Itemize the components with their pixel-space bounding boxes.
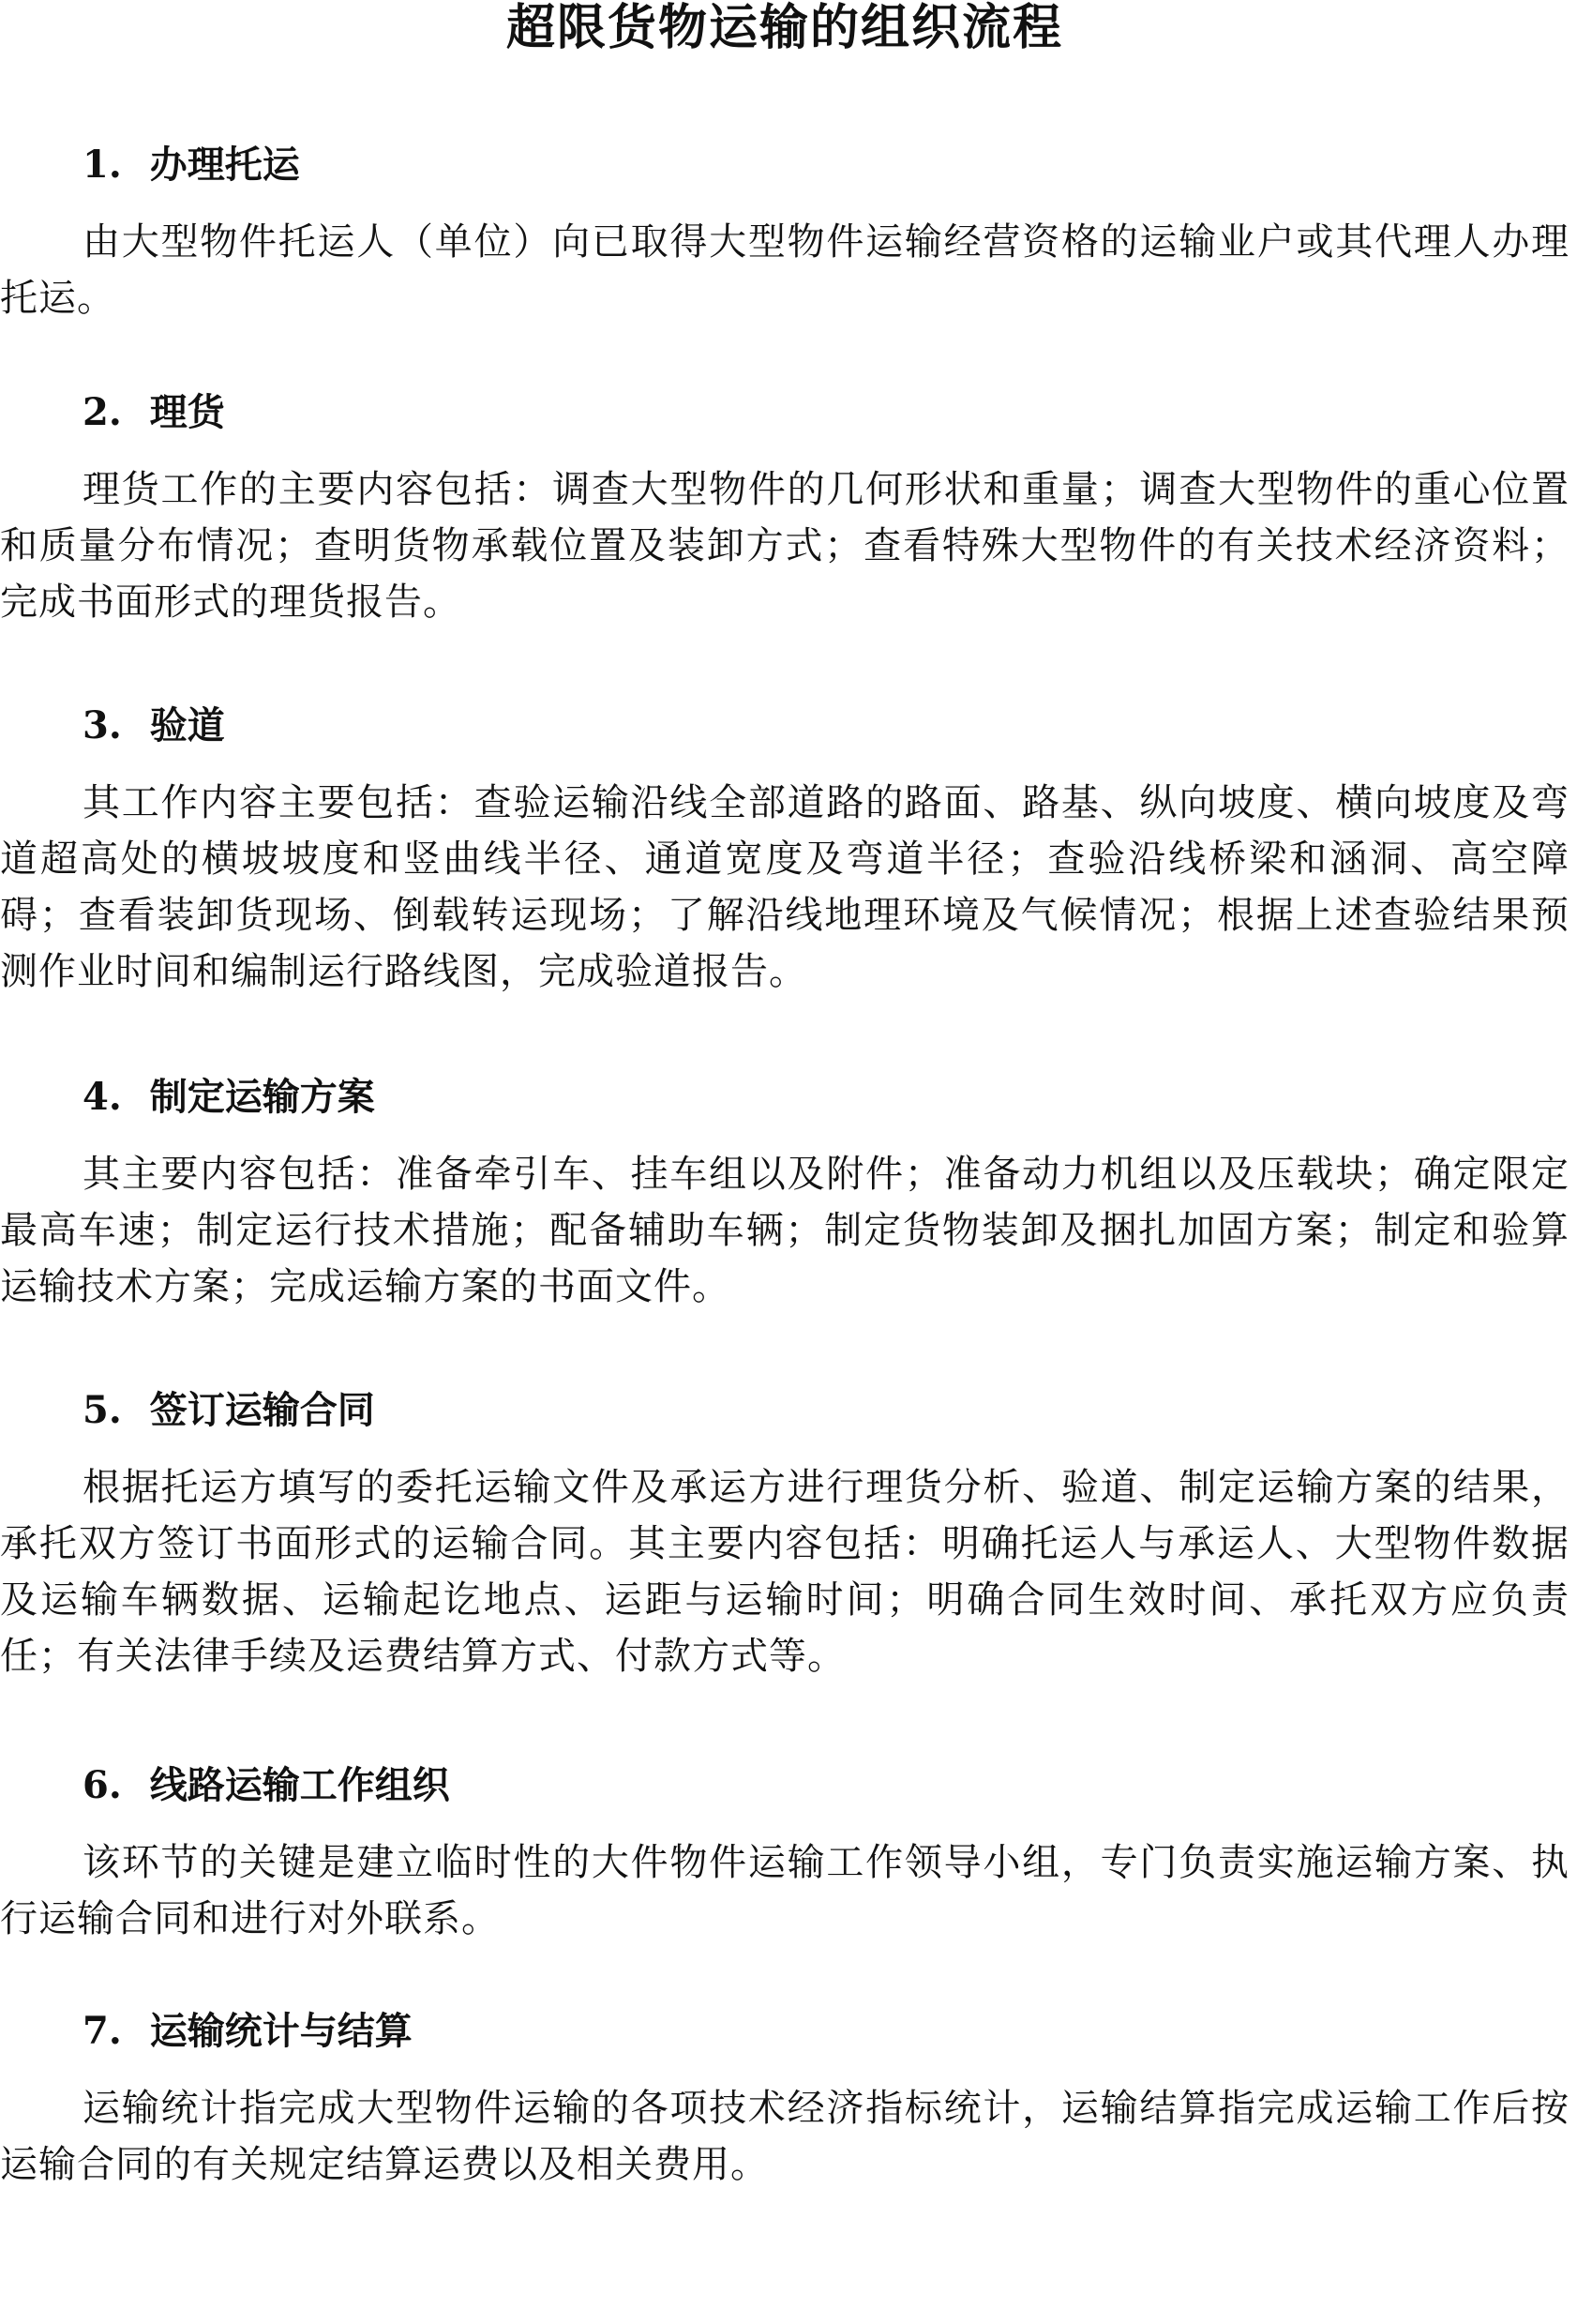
section-heading	[0, 1382, 1569, 1439]
section-heading	[0, 137, 1569, 193]
section-1	[0, 137, 1569, 326]
section-number: 5.	[83, 1388, 122, 1432]
section-number: 7.	[83, 2009, 122, 2053]
section-body: 其主要内容包括：准备牵引车、挂车组以及附件；准备动力机组以及压载块；确定限定最高车速；制定运行技术措施；配备辅助车辆；制定货物装卸及捆扎加固方案；制定和验算运输技术方案；完成运输方案的书面文件。	[0, 1153, 1569, 1308]
section-heading	[0, 385, 1569, 441]
section-number: 4.	[83, 1075, 122, 1119]
section-body: 根据托运方填写的委托运输文件及承运方进行理货分析、验道、制定运输方案的结果，承托双方签订书面形式的运输合同。其主要内容包括：明确托运人与承运人、大型物件数据及运输车辆数据、运输起讫地点、运距与运输时间；明确合同生效时间、承托双方应负责任；有关法律手续及运费结算方式、付款方式等。	[0, 1466, 1569, 1678]
section-7	[0, 2003, 1569, 2193]
section-title: 办理托运	[149, 143, 300, 187]
section-heading	[0, 698, 1569, 754]
section-heading	[0, 2003, 1569, 2060]
section-2	[0, 385, 1569, 630]
section-title: 验道	[149, 703, 225, 747]
section-title: 理货	[149, 390, 225, 434]
section-body: 其工作内容主要包括：查验运输沿线全部道路的路面、路基、纵向坡度、横向坡度及弯道超高处的横坡坡度和竖曲线半径、通道宽度及弯道半径；查验沿线桥梁和涵洞、高空障碍；查看装卸货现场、倒载转运现场；了解沿线地理环境及气候情况；根据上述查验结果预测作业时间和编制运行路线图，完成验道报告。	[0, 781, 1569, 993]
section-title: 制定运输方案	[149, 1075, 375, 1119]
page-title: 超限货物运输的组织流程	[505, 0, 1063, 56]
section-heading	[0, 1758, 1569, 1814]
section-body: 由大型物件托运人（单位）向已取得大型物件运输经营资格的运输业户或其代理人办理托运。	[0, 220, 1569, 320]
section-number: 1.	[83, 143, 122, 187]
section-6	[0, 1758, 1569, 1947]
section-title: 线路运输工作组织	[149, 1763, 450, 1807]
section-3	[0, 698, 1569, 1000]
section-number: 2.	[83, 390, 122, 434]
section-body: 理货工作的主要内容包括：调查大型物件的几何形状和重量；调查大型物件的重心位置和质量分布情况；查明货物承载位置及装卸方式；查看特殊大型物件的有关技术经济资料；完成书面形式的理货报告。	[0, 468, 1569, 624]
section-title: 签订运输合同	[149, 1388, 375, 1432]
section-5	[0, 1382, 1569, 1684]
section-body: 该环节的关键是建立临时性的大件物件运输工作领导小组，专门负责实施运输方案、执行运输合同和进行对外联系。	[0, 1841, 1569, 1940]
section-4	[0, 1069, 1569, 1315]
section-number: 3.	[83, 703, 122, 747]
section-title: 运输统计与结算	[149, 2009, 413, 2053]
section-body: 运输统计指完成大型物件运输的各项技术经济指标统计，运输结算指完成运输工作后按运输合同的有关规定结算运费以及相关费用。	[0, 2087, 1569, 2186]
section-number: 6.	[83, 1763, 122, 1807]
section-heading	[0, 1069, 1569, 1125]
